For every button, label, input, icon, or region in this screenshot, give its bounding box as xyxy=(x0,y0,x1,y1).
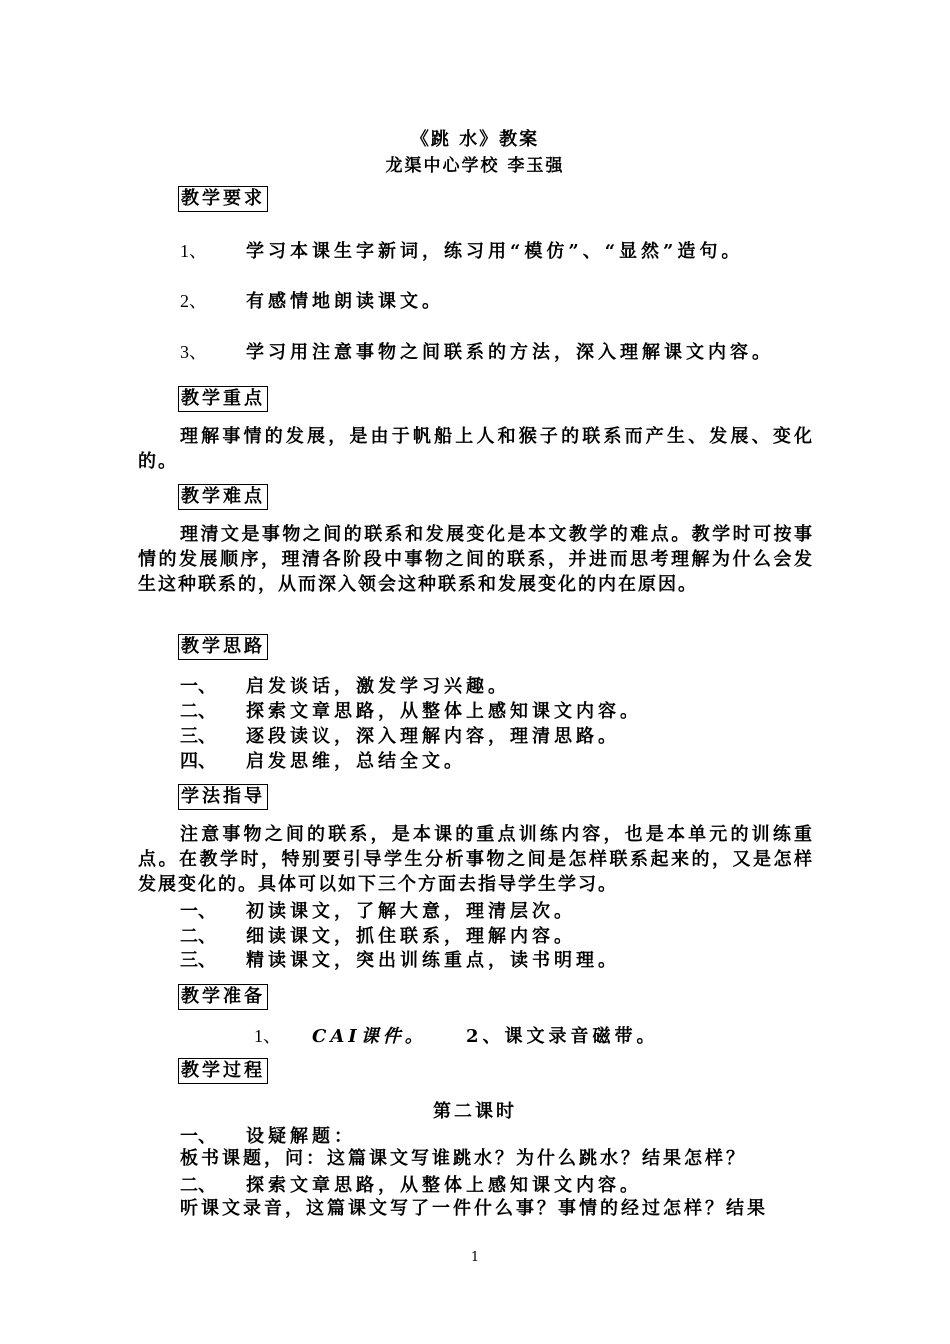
process-step-1-text: 设疑解题： xyxy=(246,1126,356,1147)
process-line-2: 听课文录音，这篇课文写了一件什么事？事情的经过怎样？结果 xyxy=(180,1198,768,1219)
process-step-2-number: 二、 xyxy=(180,1175,216,1196)
section-heading-prep: 教学准备 xyxy=(178,984,268,1010)
page-number: 1 xyxy=(470,1250,480,1265)
idea-2-text: 探索文章思路，从整体上感知课文内容。 xyxy=(246,701,642,722)
requirement-3-number: 3、 xyxy=(180,342,207,362)
process-line-1: 板书课题，问：这篇课文写谁跳水？为什么跳水？结果怎样？ xyxy=(180,1148,747,1169)
idea-1-number: 一、 xyxy=(180,676,216,697)
requirement-2-text: 有感情地朗读课文。 xyxy=(246,291,444,312)
method-step-3-text: 精读课文，突出训练重点，读书明理。 xyxy=(246,950,620,971)
idea-4-number: 四、 xyxy=(180,751,216,772)
method-step-1-number: 一、 xyxy=(180,901,216,922)
requirement-3-text: 学习用注意事物之间联系的方法，深入理解课文内容。 xyxy=(246,342,774,363)
prep-item-1-text: CAI课件。 xyxy=(312,1026,427,1047)
section-heading-focus: 教学重点 xyxy=(178,386,268,412)
method-step-2-number: 二、 xyxy=(180,926,216,947)
document-author: 龙渠中心学校 李玉强 xyxy=(385,156,565,176)
idea-1-text: 启发谈话，激发学习兴趣。 xyxy=(246,676,510,697)
section-heading-process: 教学过程 xyxy=(178,1058,268,1084)
process-step-1-number: 一、 xyxy=(180,1126,216,1147)
requirement-1-text: 学习本课生字新词，练习用“模仿”、“显然”造句。 xyxy=(246,241,744,262)
section-heading-requirements: 教学要求 xyxy=(178,186,268,212)
lesson-title: 第二课时 xyxy=(433,1101,517,1122)
idea-2-number: 二、 xyxy=(180,701,216,722)
idea-4-text: 启发思维，总结全文。 xyxy=(246,751,466,772)
document-title: 《跳 水》教案 xyxy=(410,129,540,150)
prep-item-1-number: 1、 xyxy=(254,1026,281,1046)
idea-3-text: 逐段读议，深入理解内容，理清思路。 xyxy=(246,726,620,747)
prep-item-2-text: 2、课文录音磁带。 xyxy=(466,1026,659,1047)
section-heading-difficulty: 教学难点 xyxy=(178,484,268,510)
section-heading-method: 学法指导 xyxy=(178,784,268,810)
process-step-2-text: 探索文章思路，从整体上感知课文内容。 xyxy=(246,1175,642,1196)
method-step-1-text: 初读课文，了解大意，理清层次。 xyxy=(246,901,576,922)
focus-paragraph: 理解事情的发展，是由于帆船上人和猴子的联系而产生、发展、变化的。 xyxy=(138,426,814,472)
method-paragraph: 注意事物之间的联系，是本课的重点训练内容，也是本单元的训练重点。在教学时，特别要引导学生分析事物之间是怎样联系起来的，又是怎样发展变化的。具体可以如下三个方面去指导学生学习。 xyxy=(138,824,814,895)
method-step-2-text: 细读课文，抓住联系，理解内容。 xyxy=(246,926,576,947)
requirement-2-number: 2、 xyxy=(180,291,207,311)
method-step-3-number: 三、 xyxy=(180,950,216,971)
section-heading-ideas: 教学思路 xyxy=(178,634,268,660)
difficulty-paragraph: 理清文是事物之间的联系和发展变化是本文教学的难点。教学时可按事情的发展顺序，理清各阶段中事物之间的联系，并进而思考理解为什么会发生这种联系的，从而深入领会这种联系和发展变化的内在原因。 xyxy=(138,524,814,595)
idea-3-number: 三、 xyxy=(180,726,216,747)
requirement-1-number: 1、 xyxy=(180,241,207,261)
